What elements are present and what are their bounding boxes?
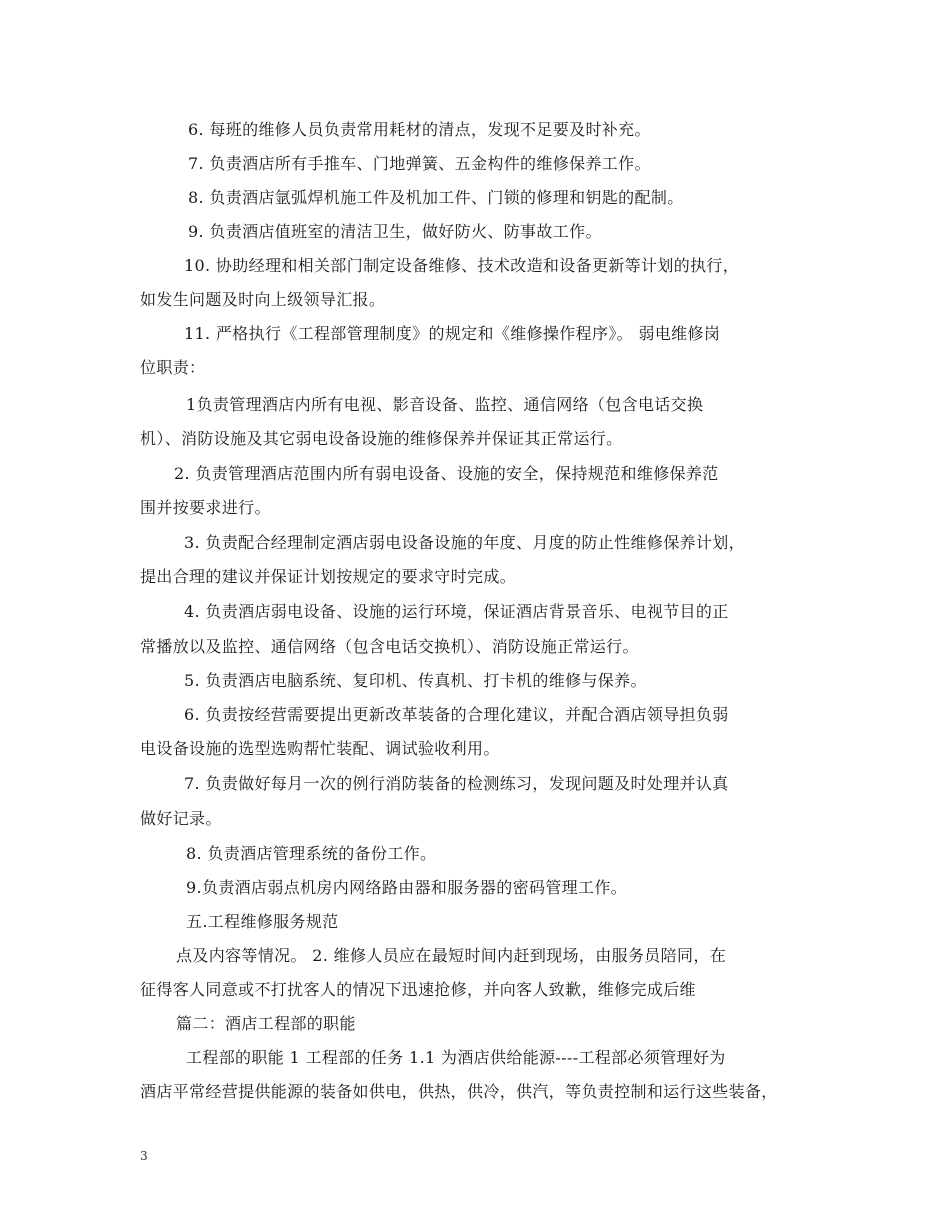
text-line: 9.负责酒店弱点机房内网络路由器和服务器的密码管理工作。 [186,878,628,897]
text-line: 10. 协助经理和相关部门制定设备维修、技术改造和设备更新等计划的执行， [184,256,740,275]
text-line: 3. 负责配合经理制定酒店弱电设备设施的年度、月度的防止性维修保养计划， [184,533,745,552]
text-line: 工程部的职能 1 工程部的任务 1.1 为酒店供给能源----工程部必须管理好为 [186,1048,726,1067]
text-line: 酒店平常经营提供能源的装备如供电，供热，供冷，供汽，等负责控制和运行这些装备， [140,1082,778,1101]
text-line: 如发生问题及时向上级领导汇报。 [140,290,386,309]
text-line: 机）、消防设施及其它弱电设备设施的维修保养并保证其正常运行。 [140,429,623,448]
text-line: 做好记录。 [140,809,222,828]
text-line: 9. 负责酒店值班室的清洁卫生，做好防火、防事故工作。 [188,222,602,241]
text-line: 征得客人同意或不打扰客人的情况下迅速抢修，并向客人致歉，维修完成后维 [140,980,696,999]
text-line: 6. 每班的维修人员负责常用耗材的清点，发现不足要及时补充。 [188,120,651,139]
text-line: 电设备设施的选型选购帮忙装配、调试验收利用。 [140,739,500,758]
section-heading: 五.工程维修服务规范 [186,912,339,931]
text-line: 提出合理的建议并保证计划按规定的要求守时完成。 [140,567,517,586]
section-heading: 篇二：酒店工程部的职能 [176,1014,356,1033]
text-line: 6. 负责按经营需要提出更新改革装备的合理化建议，并配合酒店领导担负弱 [184,705,729,724]
text-line: 8. 负责酒店氩弧焊机施工件及机加工件、门锁的修理和钥匙的配制。 [188,188,684,207]
text-line: 位职责： [140,358,206,377]
text-line: 7. 负责做好每月一次的例行消防装备的检测练习，发现问题及时处理并认真 [184,774,729,793]
text-line: 2. 负责管理酒店范围内所有弱电设备、设施的安全，保持规范和维修保养范 [174,464,719,483]
text-line: 4. 负责酒店弱电设备、设施的运行环境，保证酒店背景音乐、电视节目的正 [184,602,729,621]
text-line: 11. 严格执行《工程部管理制度》的规定和《维修操作程序》。 弱电维修岗 [184,324,721,343]
text-line: 点及内容等情况。 2. 维修人员应在最短时间内赶到现场，由服务员陪同，在 [176,946,727,965]
text-line: 8. 负责酒店管理系统的备份工作。 [186,844,437,863]
text-line: 5. 负责酒店电脑系统、复印机、传真机、打卡机的维修与保养。 [184,671,647,690]
text-line: 1负责管理酒店内所有电视、影音设备、监控、通信网络（包含电话交换 [186,395,704,414]
text-line: 7. 负责酒店所有手推车、门地弹簧、五金构件的维修保养工作。 [188,154,651,173]
text-line: 围并按要求进行。 [140,498,271,517]
text-line: 常播放以及监控、通信网络（包含电话交换机）、消防设施正常运行。 [140,637,639,656]
page-number: 3 [140,1149,148,1163]
